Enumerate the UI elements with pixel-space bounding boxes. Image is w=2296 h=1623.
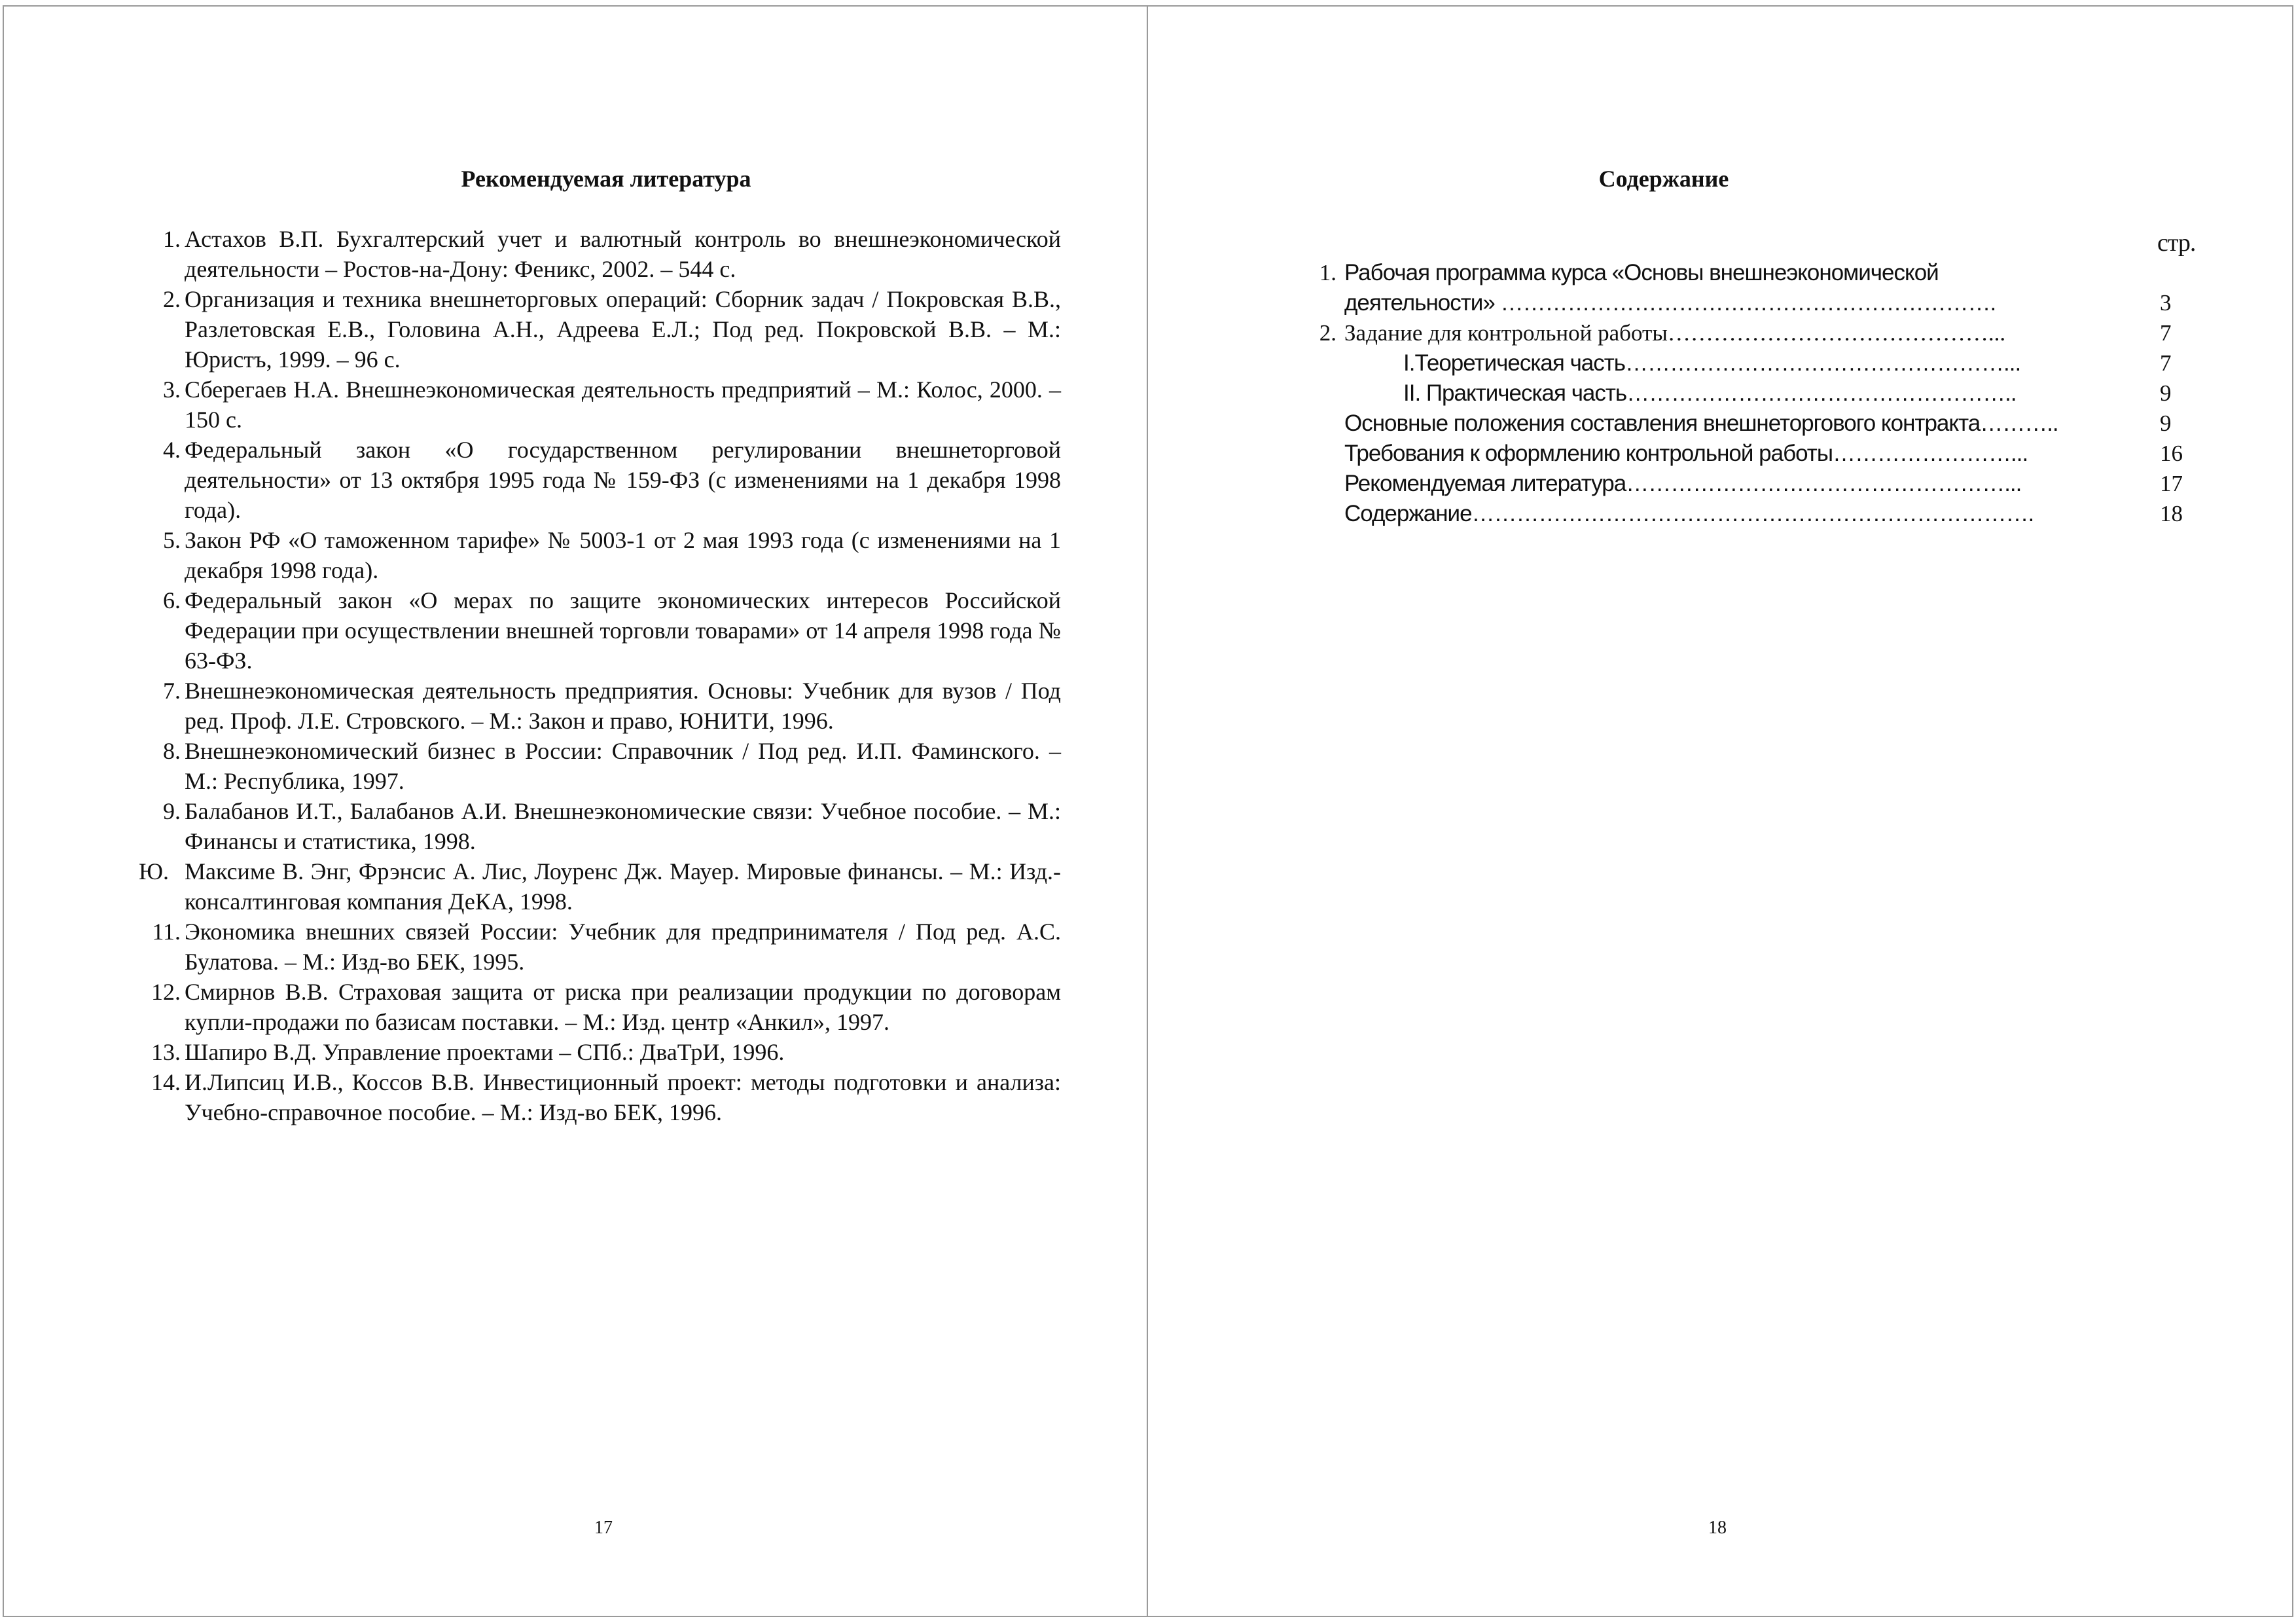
toc-entry[interactable]: Рабочая программа курса «Основы внешнеэкономической	[1344, 260, 1939, 285]
toc-entry-number: 2.	[1319, 320, 1336, 346]
toc-entry[interactable]: деятельности» ………………………………………………………….	[1344, 290, 1996, 316]
page-17	[3, 5, 1149, 1617]
list-item: 7. Внешнеэкономическая деятельность предприятия. Основы: Учебник для вузов / Под ред. Проф. Л.Е. Стровского. – М.: Закон и право, ЮНИТИ, 1996.	[163, 678, 1061, 734]
page-number: 17	[594, 1518, 613, 1538]
list-item: 9. Балабанов И.Т., Балабанов А.И. Внешнеэкономические связи: Учебное пособие. – М.: Финансы и статистика, 1998.	[163, 798, 1061, 854]
page-number: 18	[1708, 1518, 1727, 1538]
toc-entry[interactable]: Содержание………………………………………………………………….	[1344, 501, 2034, 526]
table-of-contents	[1148, 7, 2295, 1618]
list-item: 4. Федеральный закон «О государственном регулировании внешнеторговой деятельности» от 13 октября 1995 года № 159-ФЗ (с изменениями на 1 декабря 1998 года).	[163, 437, 1061, 523]
contents-title: Содержание	[1598, 166, 1729, 192]
list-item: 11. Экономика внешних связей России: Учебник для предпринимателя / Под ред. А.С. Булатова. – М.: Изд-во БЕК, 1995.	[152, 919, 1061, 975]
list-item: 14. И.Липсиц И.В., Коссов В.В. Инвестиционный проект: методы подготовки и анализа: Учебно-справочное пособие. – М.: Изд-во БЕК, 1996.	[151, 1069, 1061, 1125]
list-item: 6. Федеральный закон «О мерах по защите экономических интересов Российской Федерации при осуществлении внешней торговли товарами» от 14 апреля 1998 года № 63-ФЗ.	[163, 587, 1061, 674]
toc-entry[interactable]: Основные положения составления внешнеторгового контракта………..	[1344, 410, 2058, 436]
toc-page-number: 7	[2160, 320, 2172, 346]
toc-page-number: 9	[2160, 380, 2172, 406]
toc-page-number: 9	[2160, 410, 2172, 436]
page-18	[1147, 5, 2293, 1617]
toc-page-number: 18	[2160, 501, 2183, 526]
list-item: 12. Смирнов В.В. Страховая защита от риска при реализации продукции по договорам купли-продажи по базисам поставки. – М.: Изд. центр «Анкил», 1997.	[151, 979, 1061, 1035]
list-item: 5. Закон РФ «О таможенном тарифе» № 5003-1 от 2 мая 1993 года (с изменениями на 1 декабря 1998 года).	[163, 527, 1061, 583]
bibliography-list	[139, 224, 1061, 1127]
toc-entry[interactable]: Задание для контрольной работы……………………………………...	[1344, 320, 2006, 346]
list-item: 1. Астахов В.П. Бухгалтерский учет и валютный контроль во внешнеэкономической деятельности – Ростов-на-Дону: Феникс, 2002. – 544 с.	[163, 226, 1061, 282]
toc-entry[interactable]: II. Практическая часть……………………………………………..	[1403, 380, 2017, 406]
toc-page-number: 16	[2160, 441, 2183, 466]
toc-entry[interactable]: I.Теоретическая часть……………………………………………...	[1403, 350, 2021, 376]
list-item: Ю. Максиме В. Энг, Фрэнсис А. Лис, Лоуренс Дж. Мауер. Мировые финансы. – М.: Изд.-консалтинговая компания ДеКА, 1998.	[139, 858, 1061, 915]
toc-page-number: 7	[2160, 350, 2172, 376]
bibliography-title: Рекомендуемая литература	[461, 166, 751, 192]
list-item: 13. Шапиро В.Д. Управление проектами – СПб.: ДваТрИ, 1996.	[151, 1039, 785, 1065]
list-item: 2. Организация и техника внешнеторговых операций: Сборник задач / Покровская В.В., Разлетовская Е.В., Головина А.Н., Адреева Е.Л.; Под ред. Покровской В.В. – М.: Юристъ, 1999. – 96 с.	[163, 286, 1061, 373]
list-item: 8. Внешнеэкономический бизнес в России: Справочник / Под ред. И.П. Фаминского. – М.: Республика, 1997.	[163, 738, 1061, 794]
toc-entry[interactable]: Требования к оформлению контрольной работы……………………...	[1344, 441, 2028, 466]
toc-entry[interactable]: Рекомендуемая литература……………………………………………...	[1344, 471, 2022, 496]
page-column-label: стр.	[2157, 229, 2196, 257]
toc-page-number: 17	[2160, 471, 2183, 496]
toc-page-number: 3	[2160, 290, 2172, 316]
toc-entry-number: 1.	[1319, 260, 1336, 285]
list-item: 3. Сберегаев Н.А. Внешнеэкономическая деятельность предприятий – М.: Колос, 2000. – 150 с.	[163, 376, 1061, 433]
